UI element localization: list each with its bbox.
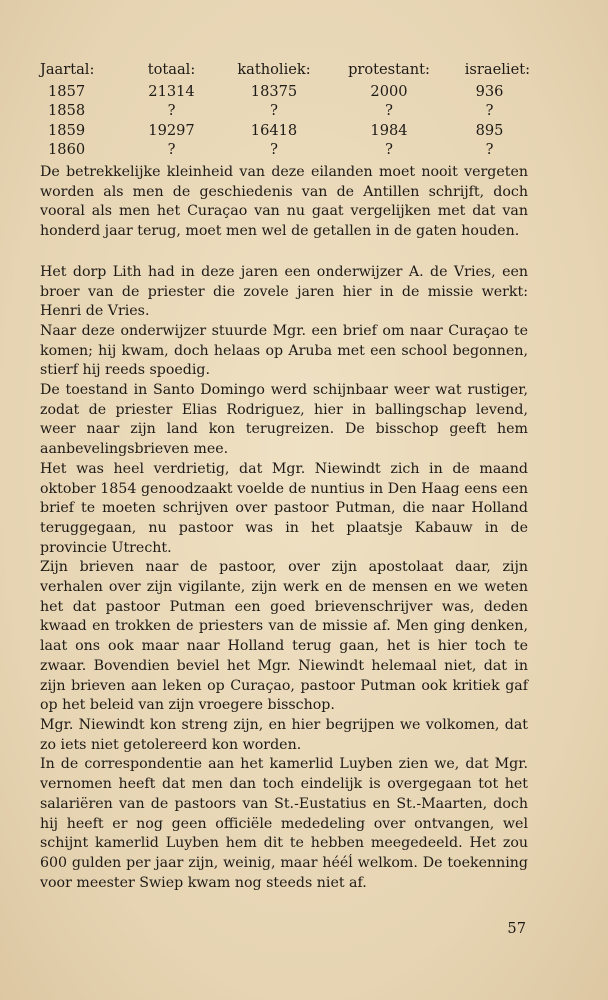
table-row: [40, 82, 530, 102]
table-cell: ?: [385, 102, 393, 120]
header-total: totaal:: [147, 61, 196, 78]
page-number: 57: [507, 920, 526, 937]
table-cell: 19297: [148, 121, 195, 139]
paragraph-onderwijzer: Naar deze onderwijzer stuurde Mgr. een brief om naar Curaçao te komen; hij kwam, doch helaas op Aruba met een school begonnen, stierf hij reeds spoedig.: [40, 322, 528, 379]
table-cell: 21314: [148, 82, 195, 100]
paragraph-streng: Mgr. Niewindt kon streng zijn, en hier begrijpen we volkomen, dat zo iets niet getolereerd kon worden.: [40, 716, 528, 753]
table-row: [40, 140, 530, 160]
table-cell: 1859: [48, 121, 86, 139]
table-cell: ?: [485, 102, 494, 120]
table-row: [40, 121, 530, 141]
table-cell: ?: [167, 141, 176, 159]
paragraph-antillen: De betrekkelijke kleinheid van deze eilanden moet nooit vergeten worden als men de geschiedenis van de Antillen schrijft, doch vooral als men het Curaçao van nu gaat vergelijken met dat van honderd jaar terug, moet men wel de getallen in de gaten houden.: [40, 164, 528, 240]
body-text: [40, 163, 528, 893]
table-cell: 18375: [250, 82, 298, 100]
table-cell: 16418: [250, 121, 298, 139]
table-cell: 895: [475, 121, 504, 139]
header-year: Jaartal:: [40, 61, 95, 78]
paragraph-luyben: In de correspondentie aan het kamerlid Luyben zien we, dat Mgr. vernomen heeft dat men dan toch eindelijk is overgegaan tot het salariëren van de pastoors van St.-Eustatius en St.-Maarten, doch hij heeft er nog geen officiële mededeling over ontvangen, wel schijnt kamerlid Luyben hem dit te hebben meegedeeld. Het zou 600 gulden per jaar zijn, weinig, maar hééĺ welkom. De toekenning voor meester Swiep kwam nog steeds niet af.: [40, 756, 528, 891]
table-cell: ?: [167, 102, 176, 120]
population-table: [40, 60, 530, 160]
header-protestant: protestant:: [348, 61, 430, 78]
header-catholic: katholiek:: [237, 61, 311, 78]
table-cell: ?: [270, 141, 278, 159]
table-cell: ?: [270, 102, 278, 120]
header-israelite: israeliet:: [464, 61, 530, 78]
table-cell: 936: [475, 82, 504, 100]
table-cell: ?: [485, 141, 494, 159]
table-cell: 1858: [48, 102, 86, 120]
table-cell: 1984: [370, 121, 408, 139]
table-header-row: [40, 60, 530, 82]
table-cell: 1857: [48, 82, 86, 100]
table-cell: 1860: [48, 141, 86, 159]
paragraph-santo-domingo: De toestand in Santo Domingo werd schijnbaar weer wat rustiger, zodat de priester Elias Rodriguez, hier in ballingschap levend, weer naar zijn land kon terugreizen. De bisschop geeft hem aanbevelingsbrieven mee.: [40, 382, 528, 458]
paragraph-putman: Het was heel verdrietig, dat Mgr. Niewindt zich in de maand oktober 1854 genoodzaakt voelde de nuntius in Den Haag eens een brief te moeten schrijven over pastoor Putman, die naar Holland teruggegaan, nu pastoor was in het plaatsje Kabauw in de provincie Utrecht.: [40, 460, 528, 556]
table-cell: 2000: [370, 82, 408, 100]
paragraph-lith: Het dorp Lith had in deze jaren een onderwijzer A. de Vries, een broer van de priester die zovele jaren hier in de missie werkt: Henri de Vries.: [40, 263, 528, 320]
table-row: [40, 101, 530, 121]
paragraph-brieven: Zijn brieven naar de pastoor, over zijn apostolaat daar, zijn verhalen over zijn vigilante, zijn werk en de mensen en we weten het dat pastoor Putman een goed brievenschrijver was, deden kwaad en trokken de priesters van de missie af. Men ging denken, laat ons ook maar naar Holland terug gaan, het is hier toch te zwaar. Bovendien beviel het Mgr. Niewindt helemaal niet, dat in zijn brieven aan leken op Curaçao, pastoor Putman ook kritiek gaf op het beleid van zijn vroegere bisschop.: [40, 559, 528, 714]
table-cell: ?: [385, 141, 393, 159]
